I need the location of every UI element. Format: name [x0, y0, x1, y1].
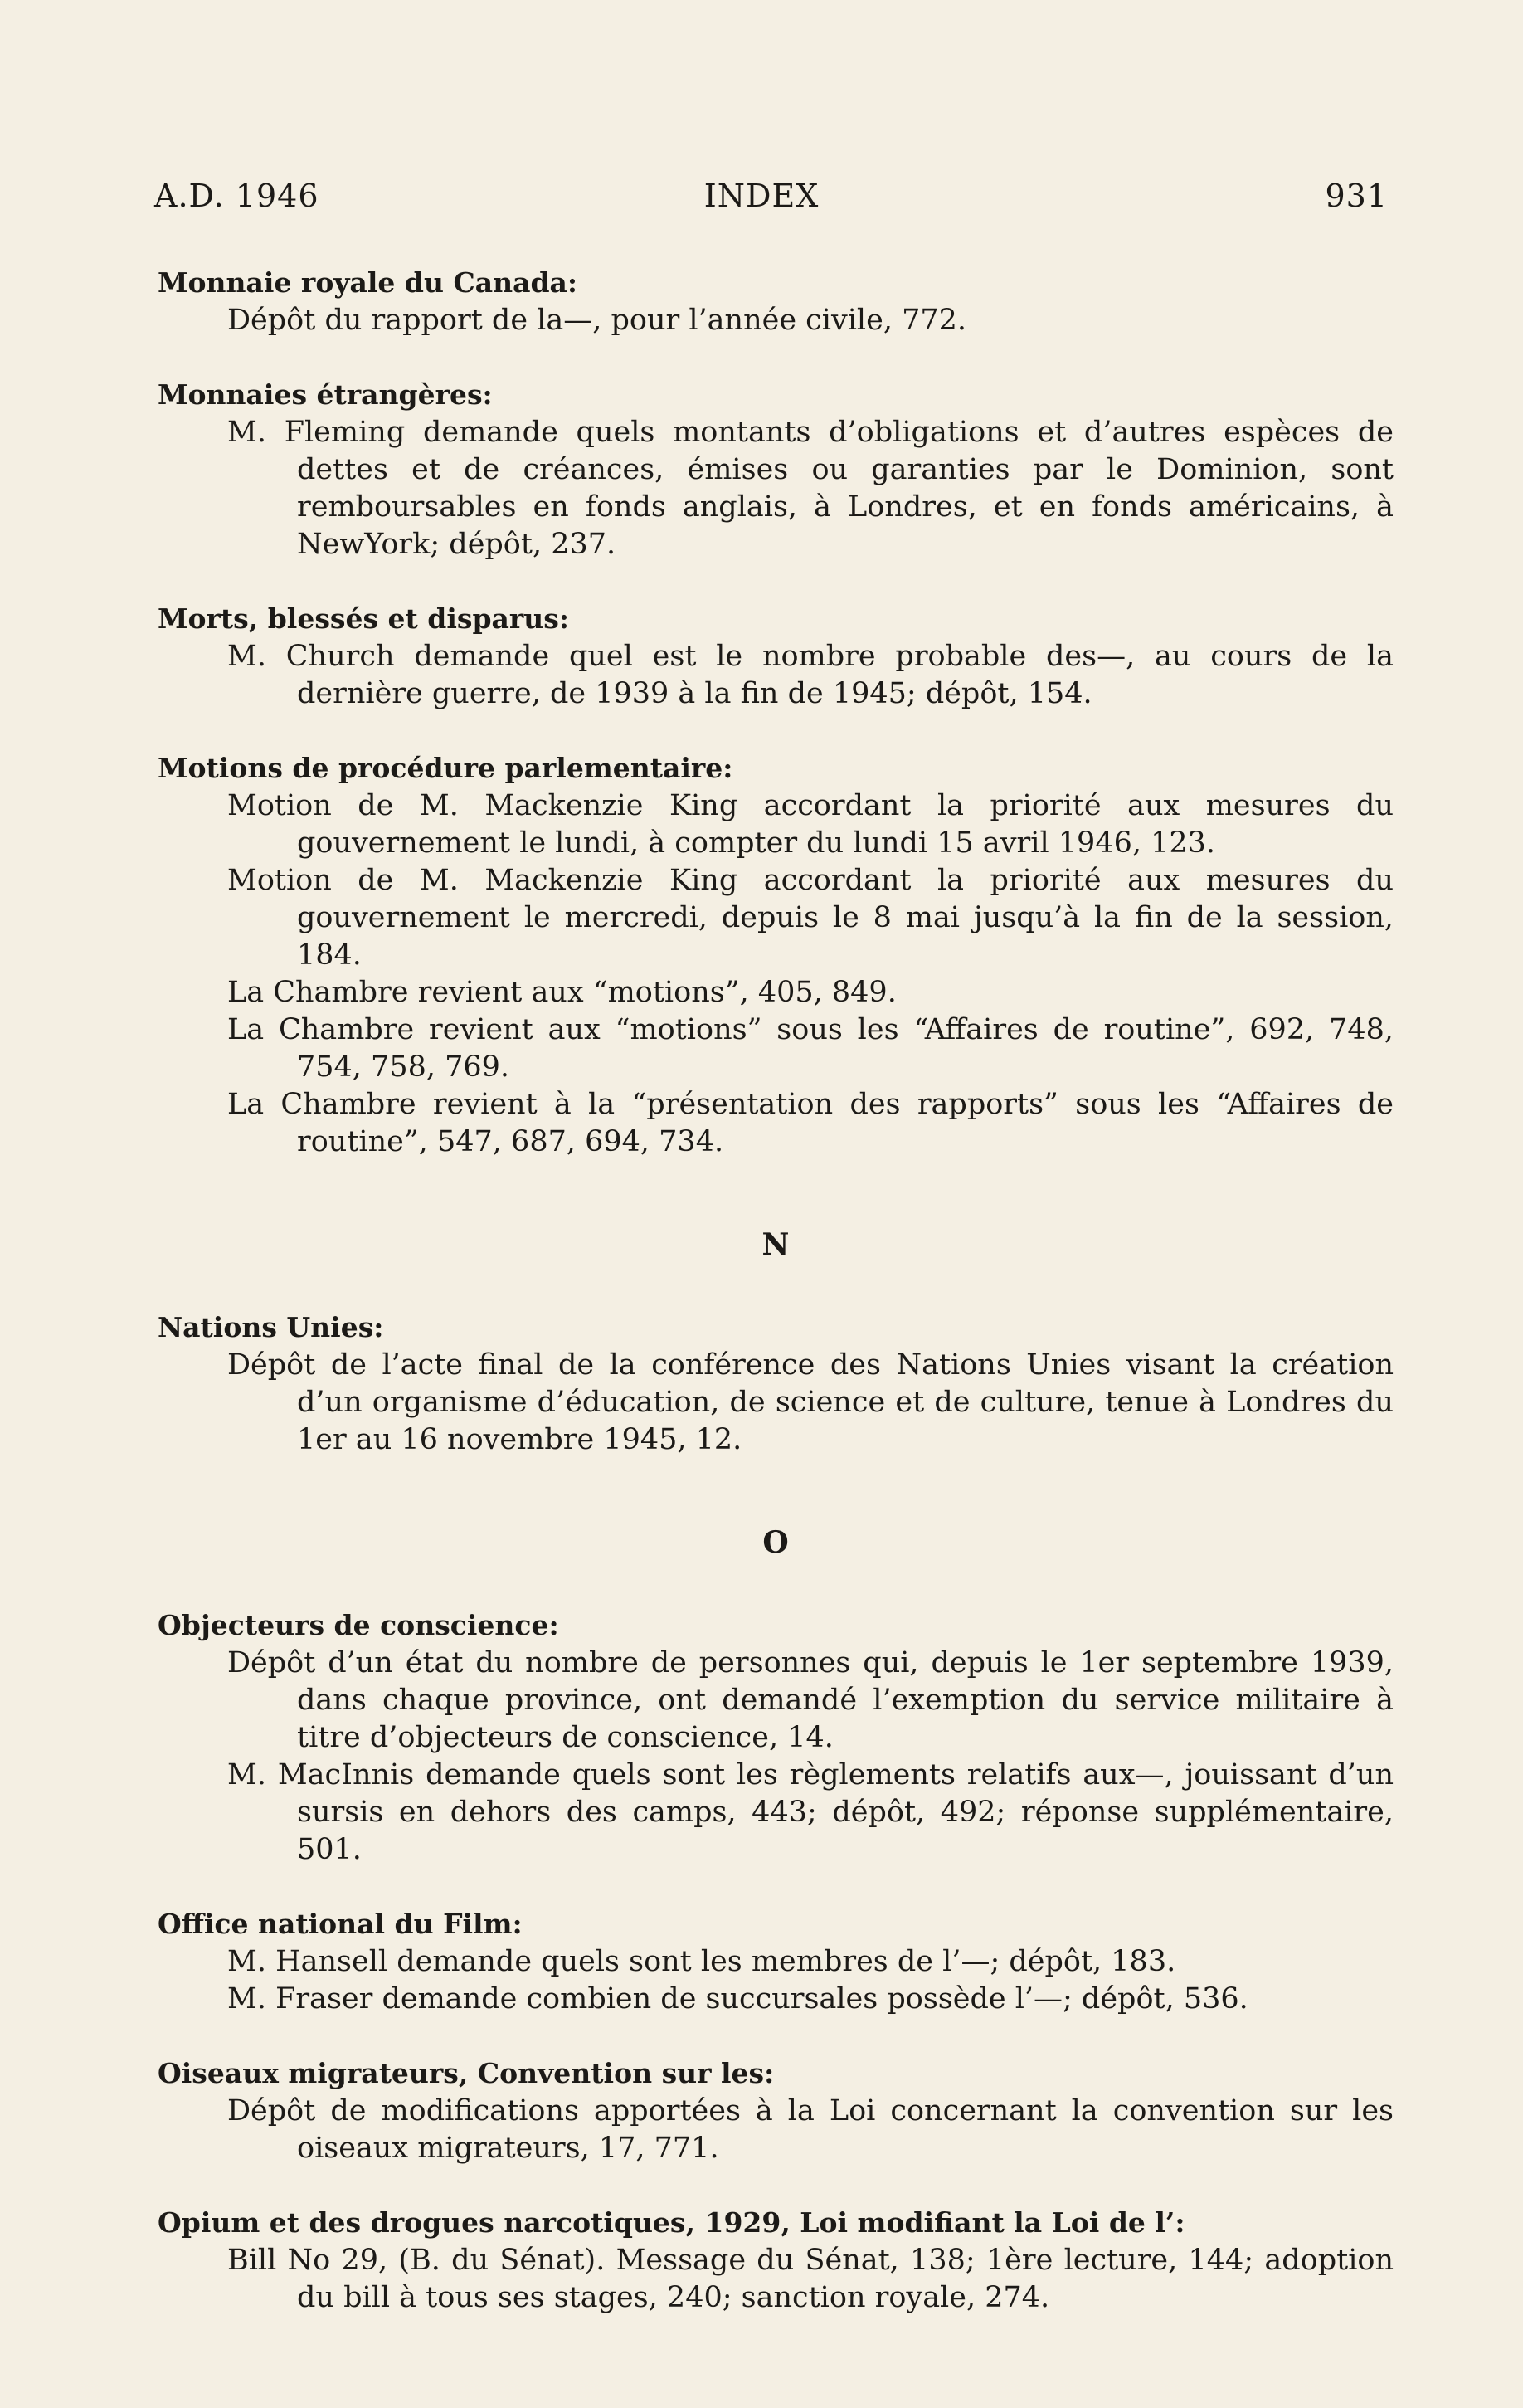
entry-heading: Monnaies étrangères: [158, 378, 493, 411]
index-entry [158, 2204, 1394, 2317]
entry-heading: Oiseaux migrateurs, Convention sur les: [158, 2057, 775, 2089]
entry-item: M. Fleming demande quels montants d’obligations et d’autres espèces de dettes et de créances, émises ou garanties par le Dominion, sont remboursables en fonds anglais, à Londres, et en fonds américains, à NewYork; dépôt, 237. [227, 416, 1394, 561]
entry-heading: Motions de procédure parlementaire: [158, 752, 733, 784]
entry-heading: Morts, blessés et disparus: [158, 602, 570, 635]
entry-item: La Chambre revient aux “motions”, 405, 849. [227, 976, 897, 1009]
entry-item: Dépôt d’un état du nombre de personnes qui, depuis le 1er septembre 1939, dans chaque province, ont demandé l’exemption du service militaire à titre d’objecteurs de conscience, 14. [227, 1646, 1394, 1754]
entry-item: Dépôt de l’acte final de la conférence des Nations Unies visant la création d’un organisme d’éducation, de science et de culture, tenue à Londres du 1er au 16 novembre 1945, 12. [227, 1348, 1394, 1456]
entry-item: Dépôt du rapport de la—, pour l’année civile, 772. [227, 304, 967, 337]
entry-heading: Opium et des drogues narcotiques, 1929, Loi modifiant la Loi de l’: [158, 2206, 1185, 2239]
index-entry [158, 376, 1394, 563]
index-entry [158, 749, 1394, 1161]
header-year: A.D. 1946 [154, 178, 319, 214]
entry-heading: Monnaie royale du Canada: [158, 266, 578, 299]
entry-item: M. Hansell demande quels sont les membres de l’—; dépôt, 183. [227, 1945, 1176, 1978]
entry-item: M. MacInnis demande quels sont les règlements relatifs aux—, jouissant d’un sursis en dehors des camps, 443; dépôt, 492; réponse supplémentaire, 501. [227, 1758, 1394, 1866]
index-entry [158, 264, 1394, 339]
entry-item: Bill No 29, (B. du Sénat). Message du Sénat, 138; 1ère lecture, 144; adoption du bill à tous ses stages, 240; sanction royale, 274. [227, 2244, 1394, 2314]
header-title: INDEX [703, 178, 820, 214]
entry-heading: Office national du Film: [158, 1908, 523, 1940]
index-entry [158, 2055, 1394, 2167]
index-entry [158, 1905, 1394, 2018]
entry-item: M. Fraser demande combien de succursales possède l’—; dépôt, 536. [227, 1982, 1248, 2016]
index-entry [158, 1606, 1394, 1869]
index-entry [158, 600, 1394, 713]
entry-item: La Chambre revient à la “présentation des rapports” sous les “Affaires de routine”, 547, 687, 694, 734. [227, 1088, 1394, 1158]
entry-item: Dépôt de modifications apportées à la Loi concernant la convention sur les oiseaux migrateurs, 17, 771. [227, 2094, 1394, 2165]
entry-heading: Objecteurs de conscience: [158, 1609, 559, 1641]
entry-item: Motion de M. Mackenzie King accordant la priorité aux mesures du gouvernement le lundi, à compter du lundi 15 avril 1946, 123. [227, 789, 1394, 860]
entry-heading: Nations Unies: [158, 1311, 384, 1343]
entry-item: M. Church demande quel est le nombre probable des—, au cours de la dernière guerre, de 1939 à la fin de 1945; dépôt, 154. [227, 640, 1394, 710]
entry-item: La Chambre revient aux “motions” sous les “Affaires de routine”, 692, 748, 754, 758, 769. [227, 1013, 1394, 1084]
section-letter: N [762, 1227, 790, 1262]
page-number: 931 [1325, 178, 1388, 214]
section-letter: O [762, 1525, 789, 1560]
entry-item: Motion de M. Mackenzie King accordant la priorité aux mesures du gouvernement le mercredi, depuis le 8 mai jusqu’à la fin de la session, 184. [227, 864, 1394, 972]
index-entry [158, 1309, 1394, 1459]
index-body [158, 264, 1394, 2353]
